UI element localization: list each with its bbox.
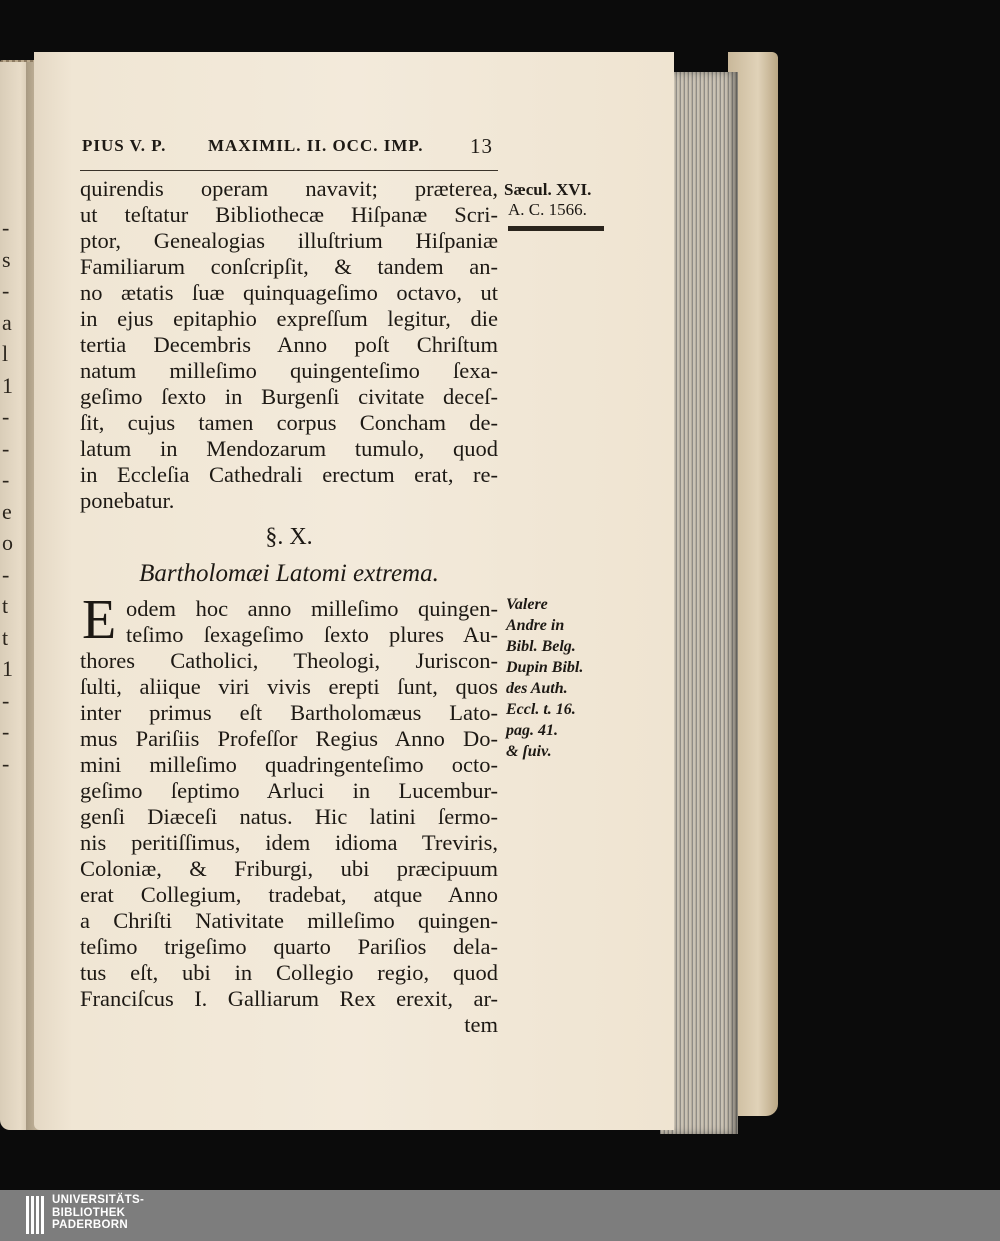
text-line: in ejus epitaphio expreſſum legitur, die <box>80 306 498 331</box>
running-head-center: MAXIMIL. II. OCC. IMP. <box>208 136 424 155</box>
previous-page-mark: - <box>2 467 10 492</box>
text-line: erat Collegium, tradebat, atque Anno <box>80 882 498 907</box>
text-line: Franciſcus I. Galliarum Rex erexit, ar- <box>80 986 498 1011</box>
header-rule <box>80 170 498 171</box>
text-line: ut teſtatur Bibliothecæ Hiſpanæ Scri- <box>80 202 498 227</box>
text-line: latum in Mendozarum tumulo, quod <box>80 436 498 461</box>
text-line: geſimo ſeptimo Arluci in Lucembur- <box>80 778 498 803</box>
previous-page-mark: e <box>2 498 12 524</box>
margin-note-rule <box>508 226 604 231</box>
text-line: Familiarum conſcripſit, & tandem an- <box>80 254 498 279</box>
text-line: a Chriſti Nativitate milleſimo quingen- <box>80 908 498 933</box>
reference-line: Eccl. t. 16. <box>506 701 576 718</box>
previous-page-mark: t <box>2 624 9 650</box>
logo-text-line: PADERBORN <box>52 1219 128 1231</box>
text-line: odem hoc anno milleſimo quingen- <box>126 596 498 621</box>
reference-line: des Auth. <box>506 680 568 697</box>
paragraph-1 <box>80 176 498 514</box>
previous-page-mark: s <box>2 246 11 272</box>
text-line: quirendis operam navavit; præterea, <box>80 176 498 201</box>
text-line: genſi Diæceſi natus. Hic latini ſermo- <box>80 804 498 829</box>
section-sign: §. X. <box>265 524 313 550</box>
previous-page-mark: - <box>2 719 10 744</box>
text-line: mus Pariſiis Profeſſor Regius Anno Do- <box>80 726 498 751</box>
previous-page-mark: - <box>2 750 10 776</box>
previous-page-mark: 1 <box>2 656 13 681</box>
page-number: 13 <box>470 134 493 158</box>
catchword: tem <box>464 1012 498 1037</box>
library-logo-text <box>52 1194 252 1232</box>
reference-line: Dupin Bibl. <box>506 659 584 676</box>
text-line: teſimo trigeſimo quarto Pariſios dela- <box>80 934 498 959</box>
text-line: tus eſt, ubi in Collegio regio, quod <box>80 960 498 985</box>
text-line: mini milleſimo quadringenteſimo octo- <box>80 752 498 777</box>
text-line: in Eccleſia Cathedrali erectum erat, re- <box>80 462 498 487</box>
section-title: Bartholomæi Latomi extrema. <box>139 560 439 587</box>
drop-capital: E <box>82 589 117 651</box>
text-line: inter primus eſt Bartholomæus Lato- <box>80 700 498 725</box>
text-line: ptor, Genealogias illuſtrium Hiſpaniæ <box>80 228 498 253</box>
reference-line: Valere <box>506 596 548 613</box>
text-line: Coloniæ, & Friburgi, ubi præcipuum <box>80 856 498 881</box>
margin-note-century: Sæcul. XVI. <box>504 180 592 199</box>
previous-page-mark: - <box>2 404 10 429</box>
previous-page-mark: - <box>2 561 10 587</box>
text-line: ponebatur. <box>80 488 175 513</box>
logo-text-line: BIBLIOTHEK <box>52 1206 126 1219</box>
paragraph-2 <box>80 596 498 1038</box>
reference-line: pag. 41. <box>506 722 558 739</box>
previous-page-marks <box>2 212 16 779</box>
previous-page-mark: t <box>2 593 9 618</box>
previous-page-mark: - <box>2 435 10 461</box>
text-line: teſimo ſexageſimo ſexto plures Au- <box>126 622 498 647</box>
text-line: ſit, cujus tamen corpus Concham de- <box>80 410 498 435</box>
margin-note-date <box>504 180 614 220</box>
reference-line: Bibl. Belg. <box>506 638 576 655</box>
previous-page-mark: l <box>2 341 9 366</box>
previous-page-mark: - <box>2 687 10 713</box>
text-line: thores Catholici, Theologi, Juriscon- <box>80 648 498 673</box>
library-logo-icon <box>26 1196 44 1234</box>
reference-line: Andre in <box>506 617 565 634</box>
text-line: nis peritiſſimus, idem idioma Treviris, <box>80 830 498 855</box>
previous-page-mark: a <box>2 309 12 335</box>
previous-page-mark: - <box>2 215 10 240</box>
previous-page-mark: - <box>2 278 10 303</box>
text-line: tertia Decembris Anno poſt Chriſtum <box>80 332 498 357</box>
margin-note-year: A. C. 1566. <box>508 200 587 219</box>
text-line: no ætatis ſuæ quinquageſimo octavo, ut <box>80 280 498 305</box>
text-line: geſimo ſexto in Burgenſi civitate deceſ- <box>80 384 498 409</box>
logo-text-line: UNIVERSITÄTS- <box>52 1194 145 1206</box>
running-head-left: PIUS V. P. <box>82 136 167 155</box>
text-line: ſulti, aliique viri vivis erepti ſunt, quos <box>80 674 498 699</box>
margin-note-references <box>506 594 614 762</box>
previous-page-mark: o <box>2 530 13 555</box>
text-line: natum milleſimo quingenteſimo ſexa- <box>80 358 498 383</box>
reference-line: & ſuiv. <box>506 743 552 760</box>
previous-page-mark: 1 <box>2 372 13 398</box>
